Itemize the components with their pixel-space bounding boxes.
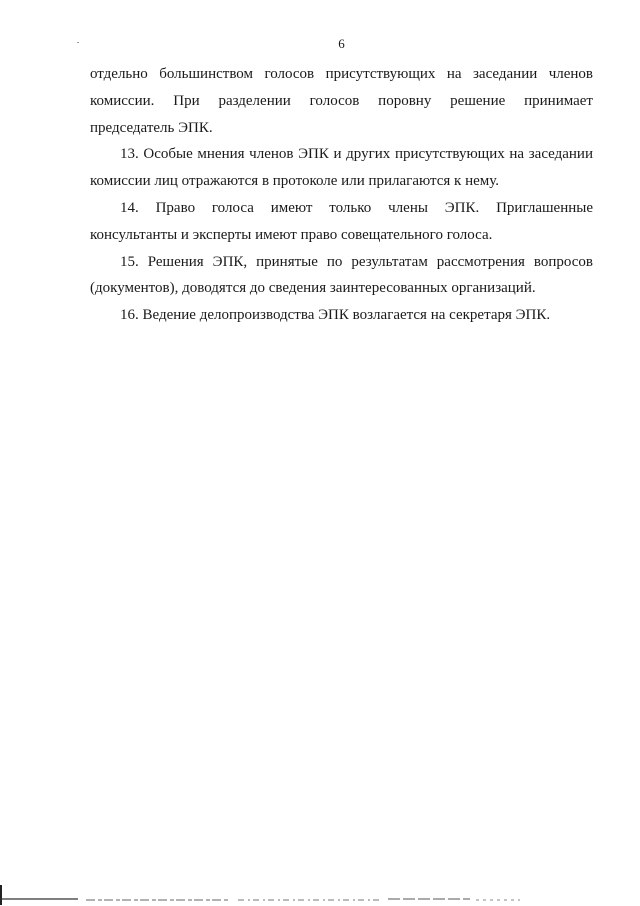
document-body xyxy=(90,61,593,329)
text-line: отдельно большинством голосов присутствующих на заседании членов xyxy=(90,66,593,82)
paragraph-14 xyxy=(90,195,593,249)
text-line: 14. Право голоса имеют только члены ЭПК. Приглашенные xyxy=(120,199,593,216)
text-line: консультанты и эксперты имеют право совещательного голоса. xyxy=(90,226,493,243)
page-number: 6 xyxy=(338,36,345,51)
text-line: 15. Решения ЭПК, принятые по результатам рассмотрения вопросов xyxy=(120,253,593,270)
paragraph-15 xyxy=(90,249,593,303)
text-line: председатель ЭПК. xyxy=(90,119,213,136)
scan-bottom-edge xyxy=(0,892,640,906)
text-line: комиссии лиц отражаются в протоколе или прилагаются к нему. xyxy=(90,173,499,190)
text-line: 16. Ведение делопроизводства ЭПК возлагается на секретаря ЭПК. xyxy=(120,307,551,324)
text-line: 13. Особые мнения членов ЭПК и других присутствующих на заседании xyxy=(120,146,593,163)
paragraph-12-continuation xyxy=(90,61,593,141)
text-line: (документов), доводятся до сведения заинтересованных организаций. xyxy=(90,280,536,297)
paragraph-13 xyxy=(90,141,593,195)
text-line: комиссии. При разделении голосов поровну решение принимает xyxy=(90,92,593,109)
paragraph-16 xyxy=(90,302,593,329)
